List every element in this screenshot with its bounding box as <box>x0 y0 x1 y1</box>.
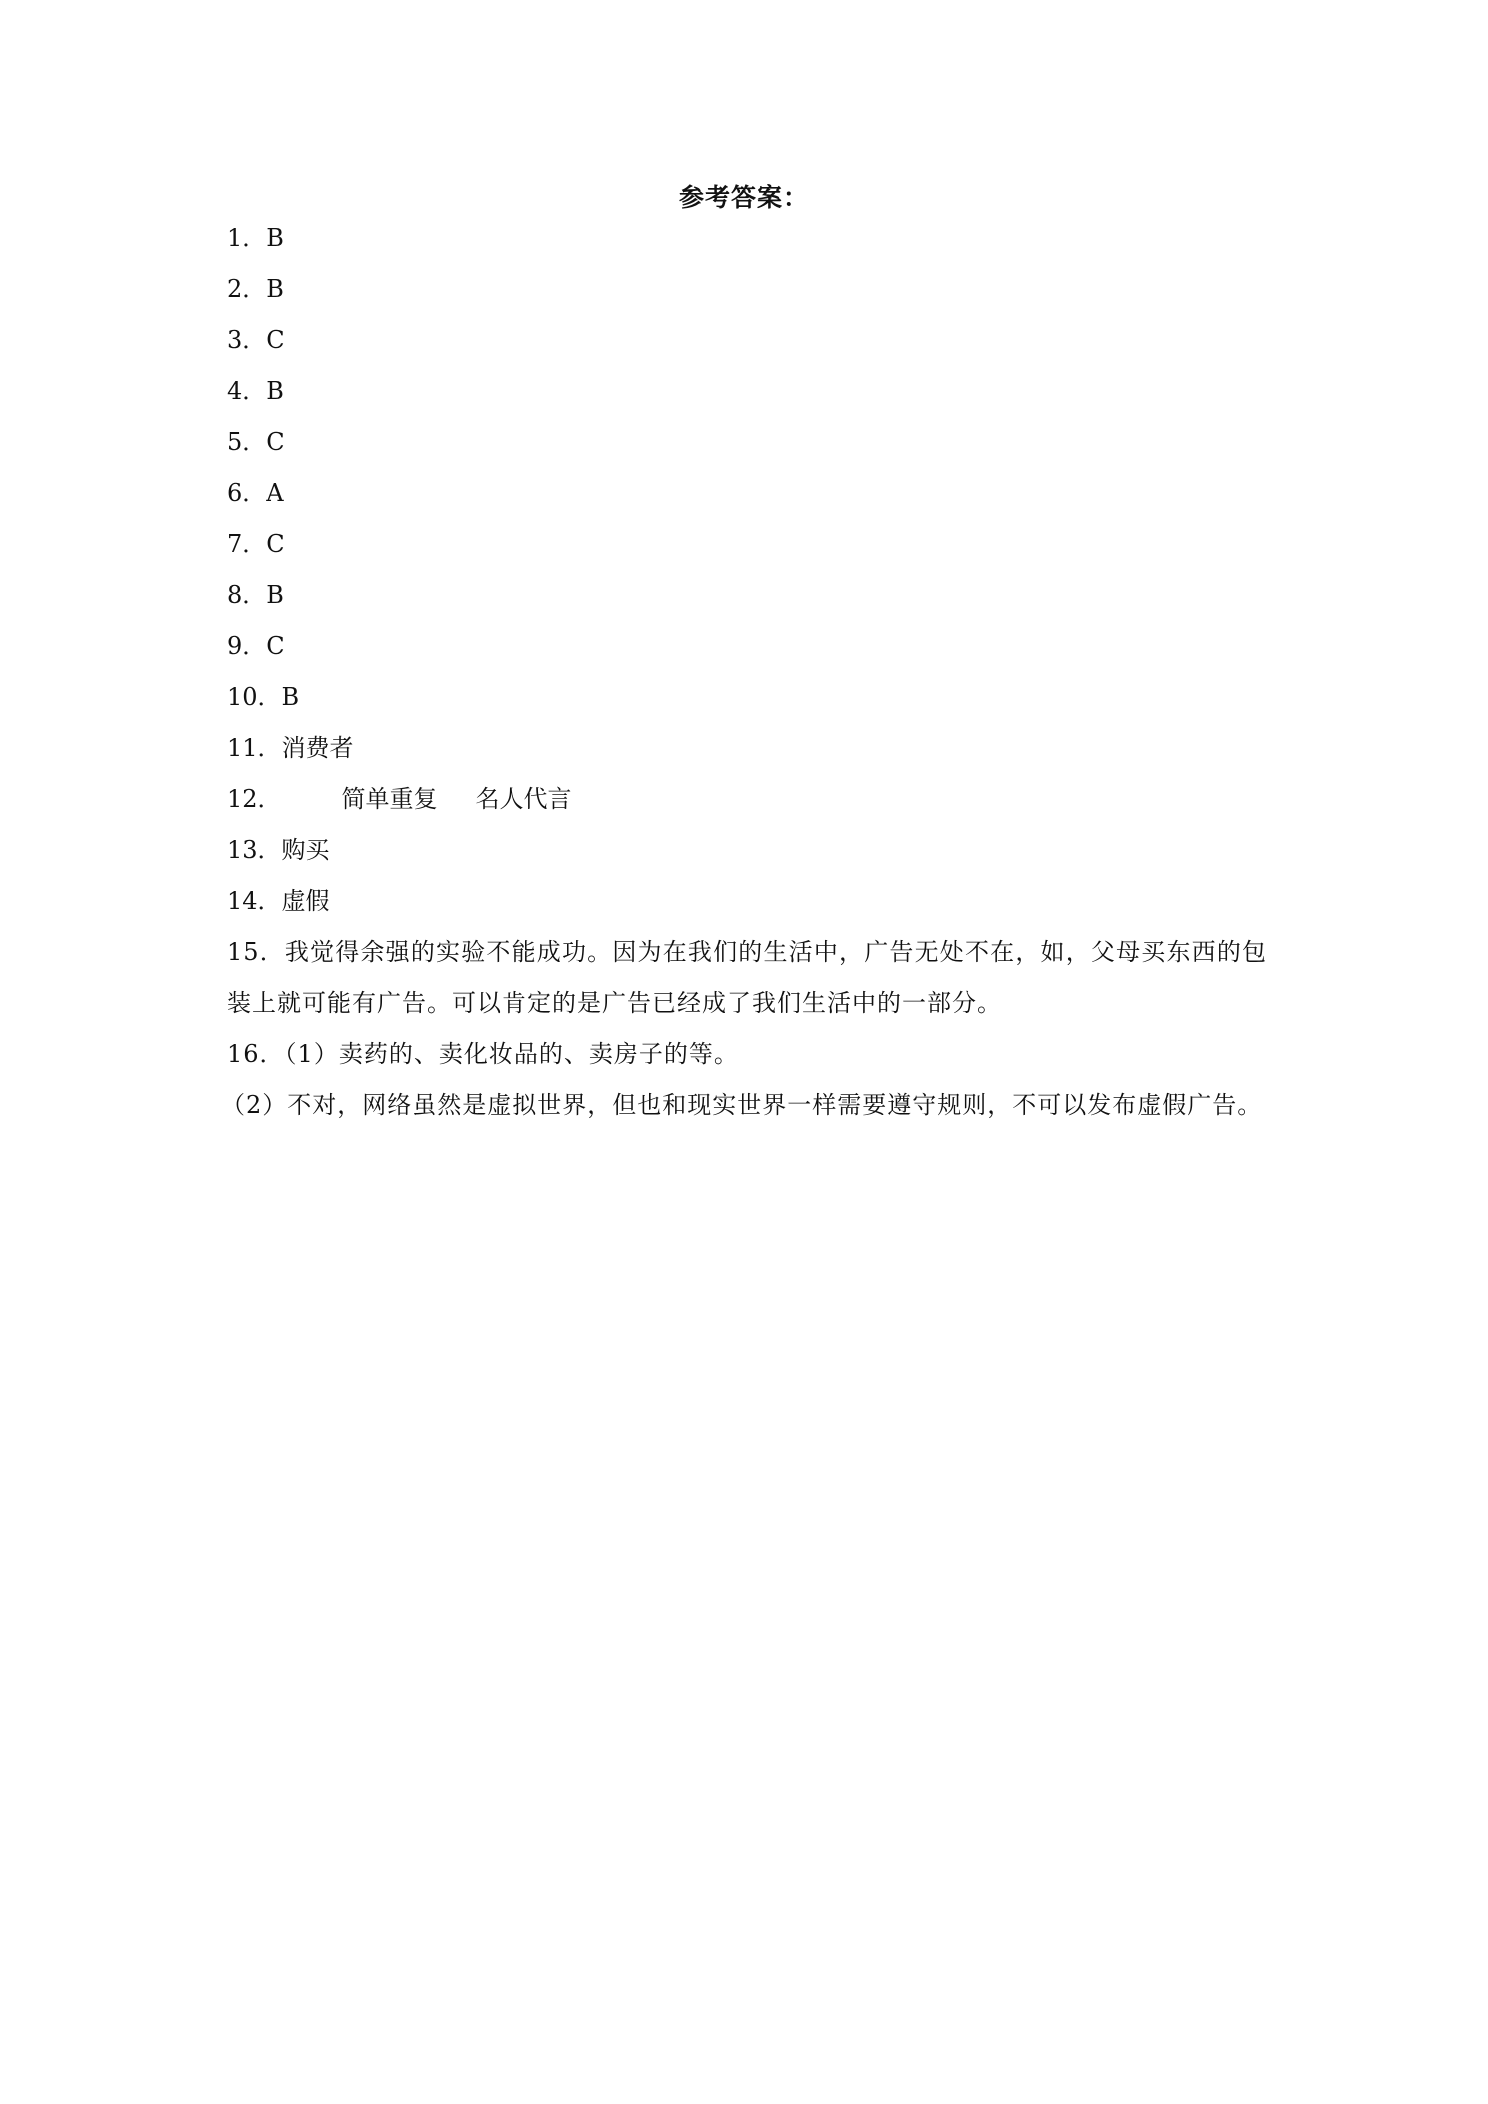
answer-value: C <box>266 326 285 354</box>
answer-item-15 <box>227 927 1267 1029</box>
answer-item-13 <box>227 825 1267 876</box>
answer-number: 14． <box>227 887 282 915</box>
answer-item-4 <box>227 366 1267 417</box>
answer-number: 9． <box>227 632 267 660</box>
answer-value-part2: 名人代言 <box>475 785 572 813</box>
answer-item-14 <box>227 876 1267 927</box>
answer-value: B <box>266 275 284 303</box>
answer-number: 5． <box>227 428 267 456</box>
answer-number: 12． <box>227 785 282 813</box>
answer-value: B <box>266 224 284 252</box>
answer-item-2 <box>227 264 1267 315</box>
answer-value: B <box>266 581 284 609</box>
answer-item-1 <box>227 213 1267 264</box>
answer-number: 7． <box>227 530 267 558</box>
answer-value: C <box>266 428 285 456</box>
answer-number: 8． <box>227 581 267 609</box>
answer-number: 1． <box>227 224 267 252</box>
answer-number: 11． <box>227 734 282 762</box>
answer-number: 16． <box>227 1040 285 1068</box>
answer-value: 我觉得余强的实验不能成功。因为在我们的生活中，广告无处不在，如，父母买东西的包装上就可能有广告。可以肯定的是广告已经成了我们生活中的一部分。 <box>227 938 1267 1017</box>
answer-value: 虚假 <box>281 887 330 915</box>
answer-number: 15． <box>227 938 285 966</box>
answer-number: 2． <box>227 275 267 303</box>
answer-value-part2: （2）不对，网络虽然是虚拟世界，但也和现实世界一样需要遵守规则，不可以发布虚假广告。 <box>221 1091 1263 1119</box>
answer-item-5 <box>227 417 1267 468</box>
answer-value: B <box>266 377 284 405</box>
answer-number: 13． <box>227 836 282 864</box>
answer-value: 消费者 <box>281 734 354 762</box>
answer-number: 3． <box>227 326 267 354</box>
answer-number: 10． <box>227 683 282 711</box>
answer-value: 购买 <box>281 836 330 864</box>
answer-value: A <box>266 479 284 507</box>
answer-value: B <box>281 683 300 711</box>
answer-item-16-part2 <box>221 1080 1267 1131</box>
page-title: 参考答案： <box>678 183 809 212</box>
answer-value-part1: 简单重复 <box>341 785 438 813</box>
answer-item-9 <box>227 621 1267 672</box>
answer-item-10 <box>227 672 1267 723</box>
answer-item-12 <box>227 774 1267 825</box>
answer-number: 6． <box>227 479 267 507</box>
answer-item-6 <box>227 468 1267 519</box>
answer-item-7 <box>227 519 1267 570</box>
answer-number: 4． <box>227 377 267 405</box>
answer-list <box>221 213 1267 1131</box>
answer-item-11 <box>227 723 1267 774</box>
answer-value: C <box>266 530 285 558</box>
answer-item-16 <box>227 1029 1267 1080</box>
answer-item-3 <box>227 315 1267 366</box>
answer-item-8 <box>227 570 1267 621</box>
answer-value-part1: （1）卖药的、卖化妆品的、卖房子的等。 <box>284 1040 739 1068</box>
answer-value: C <box>266 632 285 660</box>
